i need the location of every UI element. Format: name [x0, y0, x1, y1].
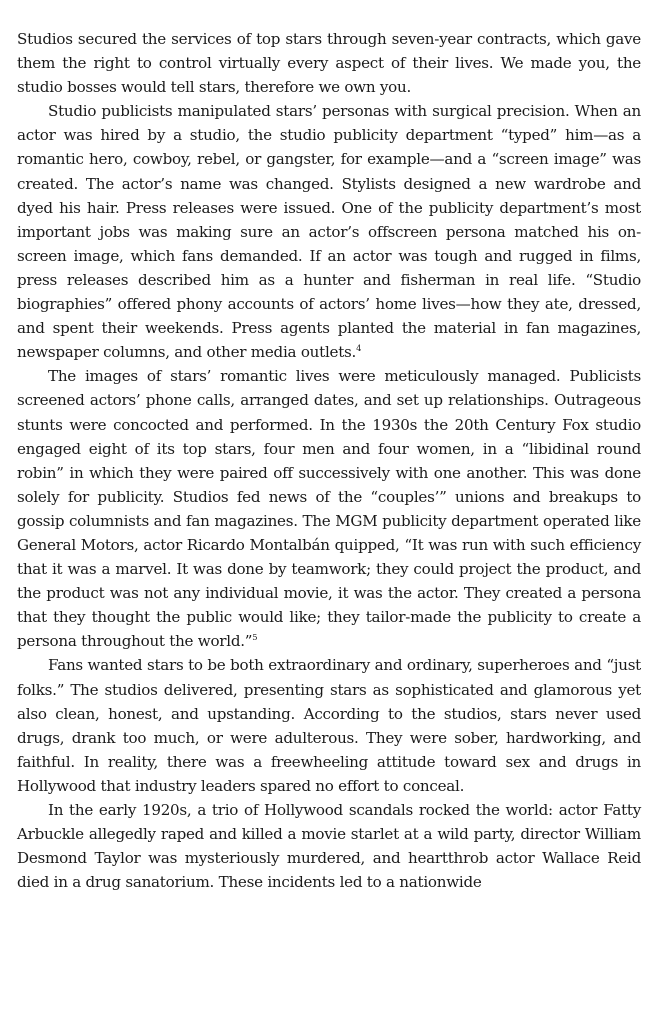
- paragraph-4: Fans wanted stars to be both extraordinary and ordinary, superheroes and “just folks.” The studios delivered, presenting stars as sophisticated and glamorous yet also clean, honest, and upstanding. According to the studios, stars never used drugs, drank too much, or were adulterous. They were sober, hardworking, and faithful. In reality, there was a freewheeling attitude toward sex and drugs in Hollywood that industry leaders spared no effort to conceal.: [17, 656, 641, 795]
- paragraph-3: The images of stars’ romantic lives were meticulously managed. Publicists screened actors’ phone calls, arranged dates, and set up relationships. Outrageous stunts were concocted and performed. In the 1930s the 20th Century Fox studio engaged eight of its top stars, four men and four women, in a “libidinal round robin” in which they were paired off successively with one another. This was done solely for publicity. Studios fed news of the “couples’” unions and breakups to gossip columnists and fan magazines. The MGM publicity department operated like General Motors, actor Ricardo Montalbán quipped, “It was run with such efficiency that it was a marvel. It was done by teamwork; they could project the product, and the product was not any individual movie, it was the actor. They created a persona that they thought the public would like; they tailor-made the publicity to create a persona throughout the world.”$^5$: [17, 367, 641, 651]
- footnote-marker-4: 4: [356, 343, 362, 354]
- paragraph-1: Studios secured the services of top stars through seven-year contracts, which gave them the right to control virtually every aspect of their lives. We made you, the studio bosses would tell stars, therefore we own you.: [17, 30, 641, 97]
- paragraph-5: In the early 1920s, a trio of Hollywood scandals rocked the world: actor Fatty Arbuckle allegedly raped and killed a movie starlet at a wild party, director William Desmond Taylor was mysteriously murdered, and heartthrob actor Wallace Reid died in a drug sanatorium. These incidents led to a nationwide: [17, 801, 641, 892]
- footnote-marker-5: 5: [252, 632, 258, 643]
- document-page: [17, 27, 641, 894]
- paragraph-2: Studio publicists manipulated stars’ personas with surgical precision. When an actor was hired by a studio, the studio publicity department “typed” him—as a romantic hero, cowboy, rebel, or gangster, for example—and a “screen image” was created. The actor’s name was changed. Stylists designed a new wardrobe and dyed his hair. Press releases were issued. One of the publicity department’s most important jobs was making sure an actor’s offscreen persona matched his on-screen image, which fans demanded. If an actor was tough and rugged in films, press releases described him as a hunter and fisherman in real life. “Studio biographies” offered phony accounts of actors’ home lives—how they ate, dressed, and spent their weekends. Press agents planted the material in fan magazines, newspaper columns, and other media outlets.$^4$: [17, 102, 641, 362]
